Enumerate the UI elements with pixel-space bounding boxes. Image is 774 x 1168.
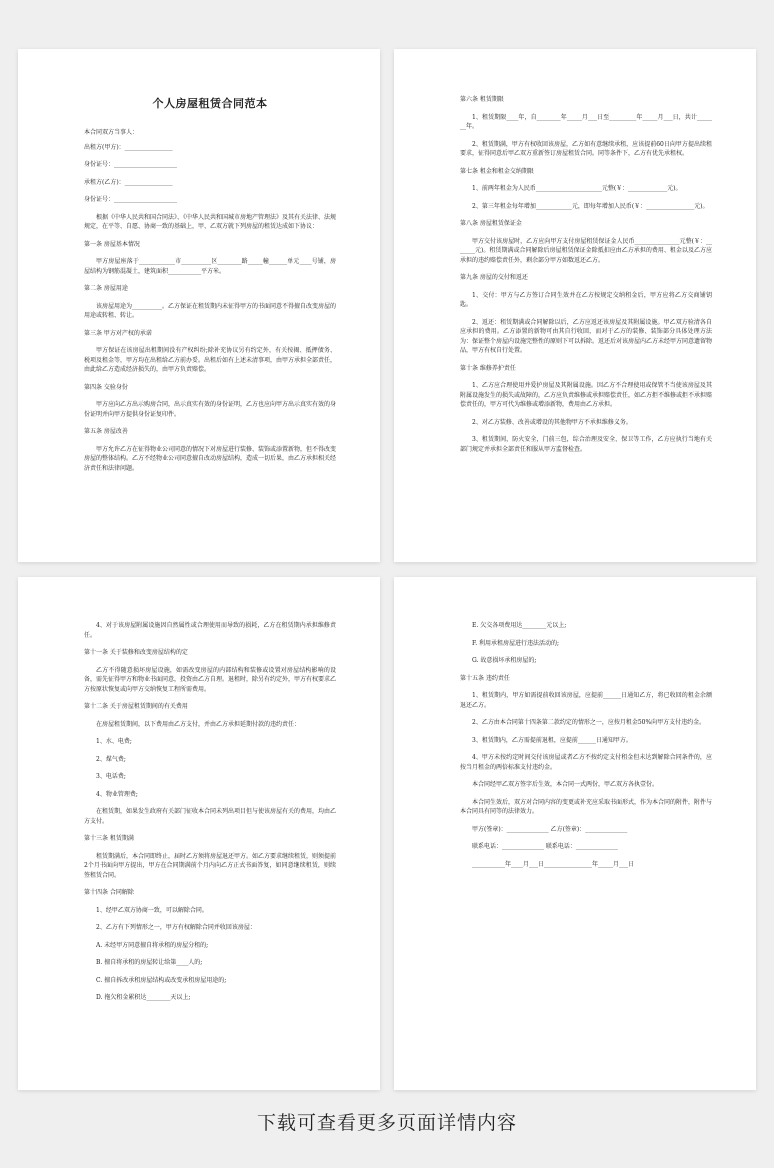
list-item: D. 拖欠租金累积达________天以上; — [96, 994, 191, 1001]
date-line: ___________年____月___日________________年_____月___日 — [472, 860, 635, 868]
document-page-2 — [394, 49, 756, 562]
section-heading: 第四条 交验身份 — [84, 383, 128, 391]
list-item: F. 利用承租房屋进行违法活动的; — [472, 639, 560, 647]
paragraph: 3、租赁期间，防火安全，门前三包，综合治理及安全、保卫等工作，乙方应执行当地有关部门规定并承担全部责任和服从甲方监督检查。 — [460, 436, 712, 453]
text-line: 身份证号：_____________________ — [84, 196, 178, 203]
section-heading: 第三条 甲方对产权的承诺 — [84, 329, 152, 337]
list-item: C. 擅自拆改承租房屋结构或改变承租房屋用途的; — [96, 976, 227, 984]
page-1-content — [84, 95, 336, 481]
paragraph: 甲方交付该房屋时，乙方应向甲方支付房屋租赁保证金人民币_______________元整(￥：_______元)。租赁期满或合同解除后房屋租赁保证金除抵扣应由乙方承担的费用、租金以及乙方应承担的违约赔偿责任外，剩余部分甲方如数返还乙方。 — [460, 237, 712, 264]
contact-line: 联系电话：______________ 联系电话：______________ — [472, 843, 618, 850]
list-item: G. 故意损坏承租房屋的; — [472, 657, 537, 664]
section-heading: 第七条 租金和租金交纳期限 — [460, 167, 534, 175]
paragraph: 甲方应向乙方出示购房合同，出示真实有效的身份证明，乙方也应向甲方出示真实有效的身份证明并向甲方提供身份证复印件。 — [84, 401, 337, 418]
document-page-3 — [18, 577, 380, 1090]
list-item: 4、物业管理费; — [96, 790, 138, 798]
signature-line: 甲方(签章)：______________ 乙方(签章)：______________ — [472, 825, 628, 833]
text-line: 出租方(甲方)：________________ — [84, 143, 173, 151]
section-heading: 第十四条 合同解除 — [84, 889, 134, 896]
section-heading: 第十三条 租赁期满 — [84, 835, 134, 842]
list-item: 3、电话费; — [96, 773, 126, 780]
document-page-1 — [18, 49, 380, 562]
list-item: 1、水、电费; — [96, 738, 132, 745]
paragraph: 1、乙方应合理使用并爱护房屋及其附属设施。因乙方不合理使用或保管不当使该房屋及其附属设施发生的损失或故障的，乙方应负责维修或承担赔偿责任，如乙方拒不维修或拒不承担赔偿责任的，甲方可代为维修或增添新物，费用由乙方承担。 — [460, 382, 713, 408]
section-heading: 第十五条 违约责任 — [460, 674, 510, 682]
contract-title: 个人房屋租赁合同范本 — [152, 97, 268, 110]
paragraph: 该房屋用途为__________。乙方保证在租赁期内未征得甲方的书面同意不得擅自改变房屋的用途或转租、转让。 — [84, 302, 337, 319]
list-item: A. 未经甲方同意擅自将承租的房屋分租的; — [96, 941, 209, 949]
section-heading: 第十条 维修养护责任 — [460, 364, 516, 372]
paragraph: 租赁期满后，本合同即终止，届时乙方须将房屋退还甲方。如乙方要求继续租赁，则须提前2个月书面向甲方提出，甲方在合同期满前个月内向乙方正式书面答复，如同意继续租赁，则续签租赁合同。 — [84, 852, 337, 879]
paragraph: 1、租赁期内，甲方如需提前收回该房屋，应提前______日通知乙方，将已收回的租金余额退还乙方。 — [460, 692, 712, 709]
paragraph: 4、对于该房屋附属设施因自然属性或合理使用而导致的损耗，乙方在租赁期内承担维修责任。 — [84, 622, 336, 639]
page-2-content — [460, 95, 712, 462]
paragraph: 2、返还：租赁期满或合同解除以后，乙方应返还该房屋及其附属设施。甲乙双方验清各自应承担的费用。乙方添置的新物可由其自行收回，而对于乙方的装修、装饰部分具体处理方法为：保证整个房屋内设施完整性的原则下可以拆除。返还后对该房屋内乙方未经甲方同意遗留物品，甲方有权自行处置。 — [460, 318, 713, 354]
section-heading: 第一条 房屋基本情况 — [84, 240, 140, 248]
text-line: 本合同双方当事人： — [84, 129, 139, 136]
section-heading: 第十一条 关于装修和改变房屋结构的定 — [84, 649, 188, 656]
paragraph: 本合同生效后，双方对合同内容的变更或补充应采取书面形式，作为本合同的附件，附件与本合同具有同等的法律效力。 — [460, 798, 713, 815]
list-item: 2、乙方有下列情形之一，甲方有权解除合同并收回该房屋： — [96, 924, 256, 931]
download-caption: 下载可查看更多页面详情内容 — [256, 1112, 517, 1134]
section-heading: 第二条 房屋用途 — [84, 285, 128, 292]
paragraph: 3、租赁期内，乙方需提前退租，应提前______日通知甲方。 — [472, 736, 632, 744]
paragraph: 4、甲方未按约定时间交付该房屋或者乙方不按约定支付租金但未达到解除合同条件的，应按当月租金的两倍标准支付违约金。 — [460, 754, 712, 771]
paragraph: 2、乙方由本合同第十四条第二款约定的情形之一，应按月租金50%向甲方支付违约金。 — [472, 719, 706, 726]
list-item: 1、经甲乙双方协商一致，可以解除合同。 — [96, 906, 208, 914]
section-heading: 第八条 房屋租赁保证金 — [460, 220, 522, 227]
paragraph: 1、租赁期限____年，自________年_____月___日至_________年_____月___日，共计_______年。 — [460, 113, 712, 130]
section-heading: 第六条 租赁期限 — [460, 96, 504, 103]
page-4-content — [460, 621, 712, 877]
paragraph: 甲方房屋座落于____________市__________区________路_____幢______单元____号铺，房屋结构为钢筋混凝土，建筑面积___________平方米。 — [84, 258, 336, 275]
paragraph: 甲方允许乙方在征得物业公司同意的情况下对房屋进行装修、装饰或添置新物，但不得改变房屋的整体结构。乙方不经物业公司同意擅自改动房屋结构，造成一切后果，由乙方承担相关经济责任和法律问题。 — [84, 445, 337, 472]
paragraph: 1、前两年租金为人民币______________________元整(￥：_____________元)。 — [472, 185, 682, 192]
paragraph: 2、第三年租金每年增加____________元，即每年增加人民币(￥：________________元)。 — [472, 202, 709, 210]
paragraph: 根据《中华人民共和国合同法》、《中华人民共和国城市房地产管理法》及其有关法律、法规规定，在平等、自愿、协商一致的基础上，甲、乙双方就下列房屋的租赁达成如下协议： — [84, 213, 337, 230]
paragraph: 乙方不得随意损坏房屋设施，如需改变房屋的内部结构和装修或设置对房屋结构影响的设备，需先征得甲方和物业书面同意，投资由乙方自理。退租时，除另有约定外，甲方有权要求乙方按原状恢复或向甲方交纳恢复工程所需费用。 — [84, 666, 337, 693]
text-line: 身份证号：_____________________ — [84, 161, 178, 168]
paragraph: 在租赁期，如果发生政府有关部门征收本合同未列出项目但与使该房屋有关的费用，均由乙方支付。 — [84, 808, 337, 825]
paragraph: 1、交付：甲方与乙方签订合同生效并在乙方按规定交纳租金后，甲方应将乙方交商铺钥匙。 — [460, 291, 712, 308]
section-heading: 第九条 房屋的交付和返还 — [460, 274, 528, 281]
list-item: 2、煤气费; — [96, 755, 126, 763]
list-item: B. 擅自将承租的房屋转让给第____人的; — [96, 959, 203, 966]
document-page-4 — [394, 577, 756, 1090]
paragraph: 本合同经甲乙双方签字后生效，本合同一式两份，甲乙双方各执壹份。 — [472, 781, 659, 788]
paragraph: 2、租赁期满，甲方有权收回该房屋，乙方如有意继续承租，应该提前60日向甲方提出续租要求，征得同意后甲乙双方重新签订房屋租赁合同。同等条件下，乙方有优先承租权。 — [460, 140, 712, 157]
paragraph: 甲方保证在该房屋出租期间没有产权纠纷;除补充协议另有约定外，有关按揭、抵押债务、税项及租金等，甲方均在出租给乙方前办妥。出租后如有上述未清事项，由甲方承担全部责任，由此给乙方造成经济损失的，由甲方负责赔偿。 — [84, 347, 337, 373]
list-item: E. 欠交各项费用达________元以上; — [472, 622, 567, 629]
section-heading: 第十二条 关于房屋租赁期间的有关费用 — [84, 703, 188, 710]
section-heading: 第五条 房屋改善 — [84, 428, 128, 435]
page-3-content — [84, 621, 336, 1011]
paragraph: 在房屋租赁期间，以下费用由乙方支付，并由乙方承担延期付款的违约责任： — [96, 720, 301, 728]
paragraph: 2、对乙方装修、改善或增设的其他物甲方不承担维修义务。 — [472, 418, 632, 426]
text-line: 承租方(乙方)：________________ — [84, 178, 173, 186]
